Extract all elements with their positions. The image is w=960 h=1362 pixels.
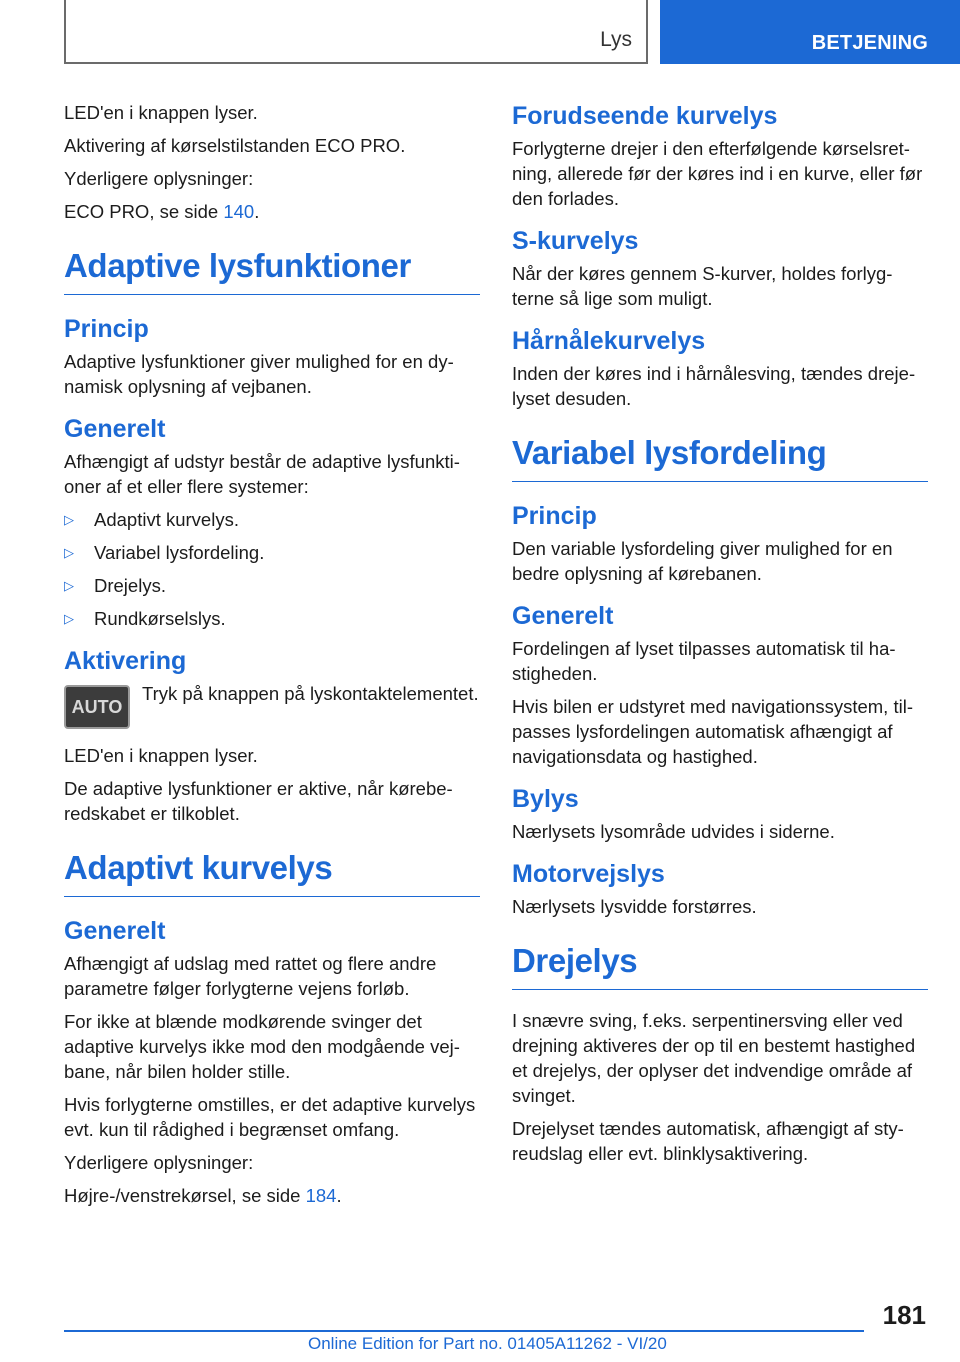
paragraph: Aktivering af kørselstilstanden ECO PRO. [64, 135, 406, 156]
list-item [64, 606, 480, 631]
reference-text: Højre-/venstrekørsel, se side [64, 1185, 306, 1206]
paragraph: Nærlysets lysområde udvides i siderne. [512, 821, 835, 842]
heading-adaptive-lysfunktioner: Adaptive lysfunktioner [64, 244, 480, 295]
auto-button-instruction [64, 681, 480, 733]
triangle-bullet-icon: ▷ [64, 611, 74, 626]
auto-button-icon: AUTO [64, 685, 130, 729]
paragraph: Fordelingen af lyset tilpasses automatisk til hastigheden. [512, 638, 896, 684]
heading-adaptivt-kurvelys: Adaptivt kurvelys [64, 846, 480, 897]
paragraph: Når der køres gennem S-kurver, holdes forlygterne så lige som muligt. [512, 263, 893, 309]
paragraph: LED'en i knappen lyser. [64, 745, 258, 766]
paragraph: Inden der køres ind i hårnålesving, tændes drejelyset desuden. [512, 363, 916, 409]
subheading-harnalekurvelys: Hårnålekurvelys [512, 327, 706, 355]
paragraph: Forlygterne drejer i den efterfølgende kørselsretning, allerede før der køres ind i en kurve, eller før den forlades. [512, 138, 923, 209]
subheading-bylys: Bylys [512, 785, 579, 813]
paragraph: Afhængigt af udstyr består de adaptive lysfunktioner af et eller flere systemer: [64, 451, 460, 497]
subheading-motorvejslys: Motorvejslys [512, 860, 665, 888]
paragraph: Nærlysets lysvidde forstørres. [512, 896, 757, 917]
edition-footer: Online Edition for Part no. 01405A11262 - VI/20 [308, 1334, 667, 1353]
page-link-140[interactable]: 140 [223, 201, 255, 222]
list-item [64, 507, 480, 532]
paragraph: Drejelyset tændes automatisk, afhængigt af styreudslag eller evt. blinklysaktivering. [512, 1118, 904, 1164]
header-section-title: Lys [600, 28, 632, 51]
cross-reference: Højre-/venstrekørsel, se side 184. [64, 1185, 342, 1206]
triangle-bullet-icon: ▷ [64, 578, 74, 593]
triangle-bullet-icon: ▷ [64, 545, 74, 560]
footer-divider [64, 1330, 864, 1332]
heading-drejelys: Drejelys [512, 939, 928, 990]
heading-variabel-lysfordeling: Variabel lysfordeling [512, 431, 928, 482]
paragraph: For ikke at blænde modkørende svinger det adaptive kurvelys ikke mod den modgående vejbane, når bilen holder stille. [64, 1011, 460, 1082]
chapter-tab[interactable]: BETJENING [660, 0, 960, 64]
subheading-s-kurvelys: S-kurvelys [512, 227, 639, 255]
paragraph: Afhængigt af udslag med rattet og flere andre parametre følger forlygterne vejens forløb. [64, 953, 437, 999]
page-number: 181 [882, 1300, 926, 1330]
reference-text: ECO PRO, se side [64, 201, 224, 222]
paragraph: De adaptive lysfunktioner er aktive, når køreberedskabet er tilkoblet. [64, 778, 453, 824]
subheading-forudseende-kurvelys: Forudseende kurvelys [512, 102, 778, 130]
list-item-label: Adaptivt kurvelys. [94, 509, 239, 530]
paragraph: Adaptive lysfunktioner giver mulighed for en dynamisk oplysning af vejbanen. [64, 351, 454, 397]
paragraph: Hvis bilen er udstyret med navigationssystem, tilpasses lysfordelingen automatisk afhængigt af navigationsdata og hastighed. [512, 696, 913, 767]
subheading-princip: Princip [512, 502, 597, 530]
subheading-generelt: Generelt [512, 602, 614, 630]
list-item [64, 540, 480, 565]
paragraph: Den variable lysfordeling giver mulighed for en bedre oplysning af kørebanen. [512, 538, 893, 584]
subheading-princip: Princip [64, 315, 149, 343]
subheading-generelt: Generelt [64, 415, 166, 443]
paragraph: Yderligere oplysninger: [64, 168, 254, 189]
left-column [64, 100, 480, 1216]
triangle-bullet-icon: ▷ [64, 512, 74, 527]
paragraph: I snævre sving, f.eks. serpentinersving eller ved drejning aktiveres der op til en bestemt hastighed et drejelys, der oplyser det indvendige område af svinget. [512, 1010, 916, 1106]
paragraph: LED'en i knappen lyser. [64, 102, 258, 123]
list-item-label: Rundkørselslys. [94, 608, 226, 629]
subheading-generelt: Generelt [64, 917, 166, 945]
list-item [64, 573, 480, 598]
list-item-label: Variabel lysfordeling. [94, 542, 265, 563]
right-column [512, 100, 928, 1174]
list-item-label: Drejelys. [94, 575, 166, 596]
systems-list [64, 507, 480, 631]
paragraph: Yderligere oplysninger: [64, 1152, 254, 1173]
subheading-aktivering: Aktivering [64, 647, 187, 675]
paragraph: Tryk på knappen på lyskontaktelementet. [142, 683, 479, 704]
page-link-184[interactable]: 184 [305, 1185, 337, 1206]
header-frame [64, 0, 648, 64]
paragraph: Hvis forlygterne omstilles, er det adaptive kurvelys evt. kun til rådighed i begrænset omfang. [64, 1094, 476, 1140]
cross-reference: ECO PRO, se side 140. [64, 201, 260, 222]
